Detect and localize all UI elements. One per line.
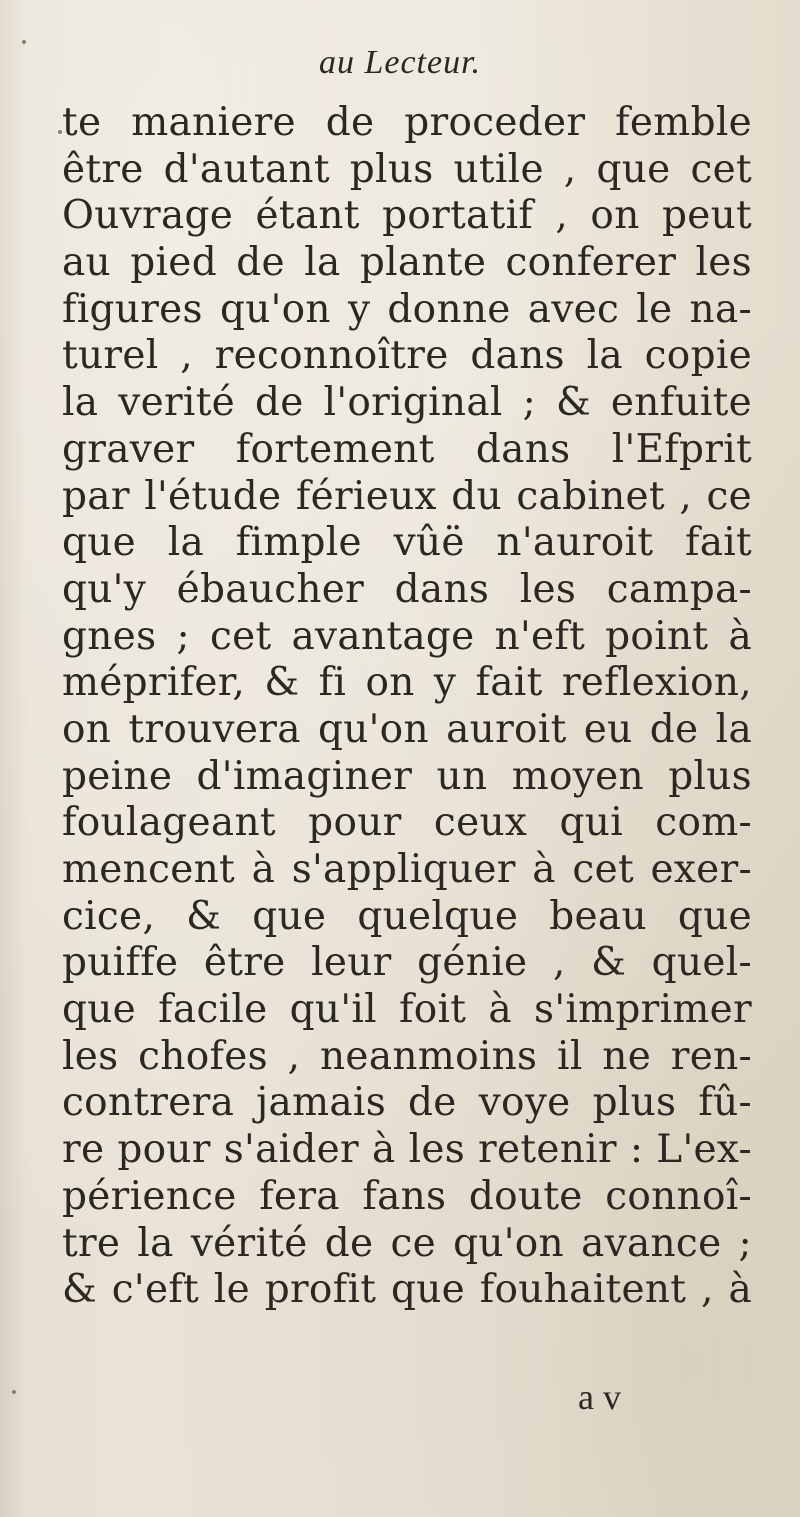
text-line: figures qu'on y donne avec le na-: [62, 286, 752, 332]
text-line: périence fera fans doute connoî-: [62, 1173, 752, 1219]
text-line: gnes ; cet avantage n'eft point à: [62, 613, 752, 659]
text-line: te maniere de proceder femble: [62, 100, 752, 145]
body-text: [62, 100, 752, 1314]
text-line: contrera jamais de voye plus fû-: [62, 1080, 752, 1126]
text-line: que facile qu'il foit à s'imprimer: [62, 987, 752, 1033]
text-line: re pour s'aider à les retenir : L'ex-: [62, 1127, 752, 1173]
text-line: mencent à s'appliquer à cet exer-: [62, 847, 752, 892]
text-line: on trouvera qu'on auroit eu de la: [62, 706, 752, 752]
text-line: foulageant pour ceux qui com-: [62, 800, 752, 846]
paper-speck: [12, 1390, 16, 1394]
text-line: que la fimple vûë n'auroit fait: [62, 520, 752, 566]
text-line: la verité de l'original ; & enfuite: [62, 380, 752, 426]
text-line: au pied de la plante conferer les: [62, 240, 752, 286]
text-line: & c'eft le profit que fouhaitent , à: [62, 1267, 752, 1313]
text-line: peine d'imaginer un moyen plus: [62, 753, 752, 799]
running-head: au Lecteur.: [318, 44, 482, 81]
paper-speck: [22, 40, 26, 44]
text-line: qu'y ébaucher dans les campa-: [62, 566, 752, 612]
text-line: par l'étude férieux du cabinet , ce: [62, 473, 752, 519]
text-line: Ouvrage étant portatif , on peut: [62, 193, 752, 239]
text-line: graver fortement dans l'Efprit: [62, 426, 752, 472]
text-line: méprifer, & fi on y fait reflexion,: [62, 660, 752, 706]
text-line: être d'autant plus utile , que cet: [62, 146, 752, 192]
text-line: cice, & que quelque beau que: [62, 893, 752, 939]
paper-speck: [58, 130, 62, 134]
signature-mark: a v: [578, 1377, 621, 1417]
text-line: tre la vérité de ce qu'on avance ;: [62, 1220, 752, 1266]
text-line: turel , reconnoître dans la copie: [62, 333, 752, 379]
text-line: puiffe être leur génie , & quel-: [62, 940, 752, 986]
text-line: les chofes , neanmoins il ne ren-: [62, 1033, 752, 1079]
